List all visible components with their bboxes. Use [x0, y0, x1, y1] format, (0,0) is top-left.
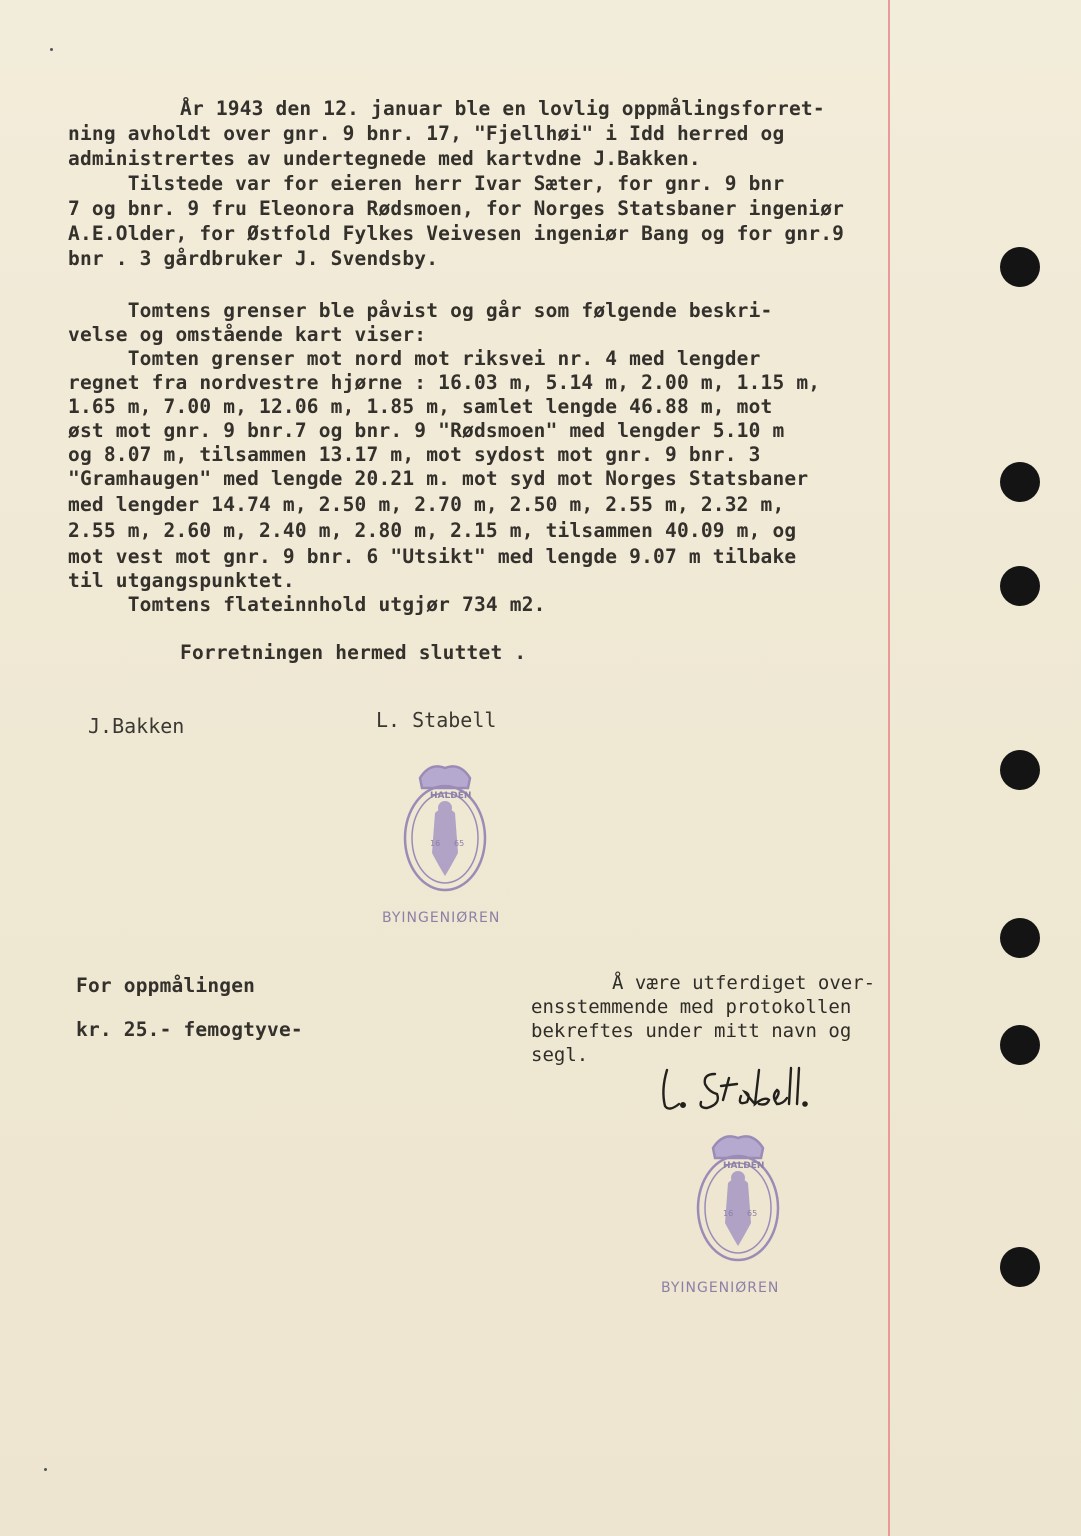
- stamp-seal-icon: [683, 1128, 793, 1268]
- svg-text:HALDEN: HALDEN: [723, 1161, 765, 1171]
- official-stamp-2: [661, 1128, 793, 1298]
- text-line: regnet fra nordvestre hjørne : 16.03 m, 5.14 m, 2.00 m, 1.15 m,: [68, 371, 821, 394]
- paper-speck: [44, 1468, 47, 1471]
- handwritten-signature: [655, 1060, 815, 1120]
- stamp-label: BYINGENIØREN: [382, 910, 501, 926]
- text-line: År 1943 den 12. januar ble en lovlig oppmålingsforret-: [180, 97, 825, 120]
- text-line: administrertes av undertegnede med kartvdne J.Bakken.: [68, 147, 701, 170]
- punch-hole: [1000, 247, 1040, 287]
- closing-line: Forretningen hermed sluttet .: [180, 641, 527, 664]
- signature-scribble-icon: [655, 1060, 815, 1120]
- official-stamp: [382, 758, 501, 928]
- svg-text:HALDEN: HALDEN: [430, 791, 472, 801]
- text-line: ning avholdt over gnr. 9 bnr. 17, "Fjellhøi" i Idd herred og: [68, 122, 785, 145]
- text-line: velse og omstående kart viser:: [68, 323, 427, 346]
- text-line: "Gramhaugen" med lengde 20.21 m. mot syd mot Norges Statsbaner: [68, 467, 809, 490]
- paper-speck: [50, 48, 53, 51]
- punch-hole: [1000, 566, 1040, 606]
- cert-line: ensstemmende med protokollen: [531, 996, 852, 1018]
- fee-amount: kr. 25.- femogtyve-: [76, 1018, 303, 1041]
- fee-label: For oppmålingen: [76, 974, 256, 997]
- svg-text:16: 16: [430, 839, 441, 848]
- cert-line: bekreftes under mitt navn og: [531, 1020, 852, 1042]
- text-line: Tomtens flateinnhold utgjør 734 m2.: [68, 593, 546, 616]
- cert-line: Å være utferdiget over-: [612, 972, 876, 994]
- svg-text:16: 16: [723, 1209, 734, 1218]
- stamp-label: BYINGENIØREN: [661, 1280, 780, 1296]
- text-line: og 8.07 m, tilsammen 13.17 m, mot sydost mot gnr. 9 bnr. 3: [68, 443, 761, 466]
- svg-text:65: 65: [454, 839, 465, 848]
- text-line: mot vest mot gnr. 9 bnr. 6 "Utsikt" med lengde 9.07 m tilbake: [68, 545, 797, 568]
- text-line: Tomten grenser mot nord mot riksvei nr. 4 med lengder: [68, 347, 761, 370]
- text-line: øst mot gnr. 9 bnr.7 og bnr. 9 "Rødsmoen" med lengder 5.10 m: [68, 419, 785, 442]
- punch-hole: [1000, 462, 1040, 502]
- margin-rule: [888, 0, 890, 1536]
- punch-hole: [1000, 1025, 1040, 1065]
- punch-hole: [1000, 1247, 1040, 1287]
- punch-hole: [1000, 750, 1040, 790]
- text-line: A.E.Older, for Østfold Fylkes Veivesen ingeniør Bang og for gnr.9: [68, 222, 845, 245]
- text-line: 7 og bnr. 9 fru Eleonora Rødsmoen, for Norges Statsbaner ingeniør: [68, 197, 845, 220]
- text-line: 1.65 m, 7.00 m, 12.06 m, 1.85 m, samlet lengde 46.88 m, mot: [68, 395, 773, 418]
- cert-line: segl.: [531, 1044, 589, 1066]
- text-line: bnr . 3 gårdbruker J. Svendsby.: [68, 247, 439, 270]
- text-line: Tomtens grenser ble påvist og går som følgende beskri-: [68, 299, 773, 322]
- punch-hole: [1000, 918, 1040, 958]
- text-line: 2.55 m, 2.60 m, 2.40 m, 2.80 m, 2.15 m, tilsammen 40.09 m, og: [68, 519, 797, 542]
- stamp-seal-icon: [390, 758, 500, 898]
- text-line: med lengder 14.74 m, 2.50 m, 2.70 m, 2.50 m, 2.55 m, 2.32 m,: [68, 493, 785, 516]
- signer-name-stabell: L. Stabell: [376, 708, 497, 732]
- text-line: Tilstede var for eieren herr Ivar Sæter, for gnr. 9 bnr: [68, 172, 785, 195]
- text-line: til utgangspunktet.: [68, 569, 295, 592]
- svg-text:65: 65: [747, 1209, 758, 1218]
- signer-name-bakken: J.Bakken: [88, 714, 185, 738]
